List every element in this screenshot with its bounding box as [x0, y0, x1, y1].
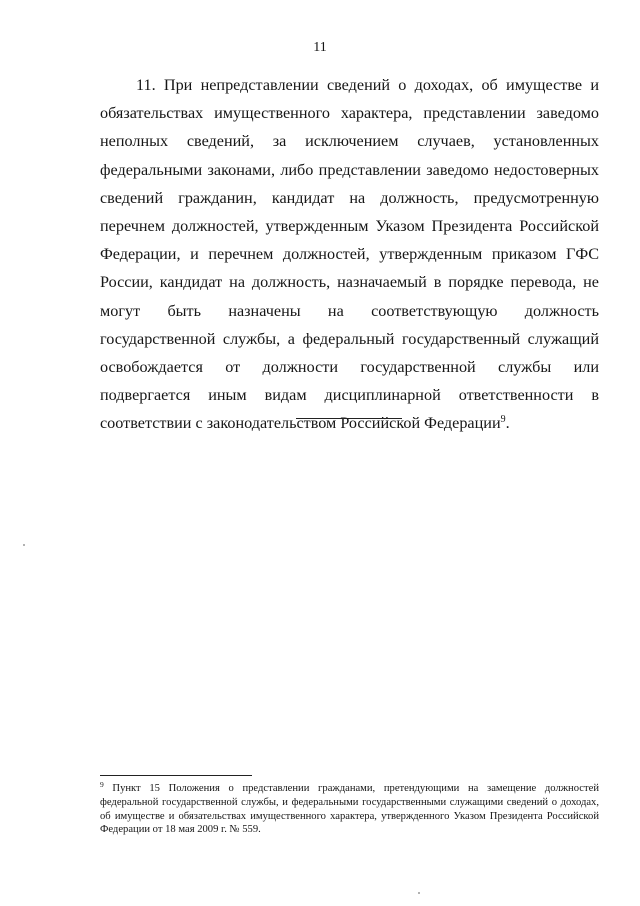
- page-number: 11: [313, 40, 327, 55]
- scan-speck: [418, 892, 420, 894]
- footnote-rule: [100, 775, 252, 776]
- footnote-mark: 9: [100, 780, 104, 789]
- paragraph-11: [100, 71, 599, 438]
- footnote-text: Пункт 15 Положения о представлении гражданами, претендующими на замещение должностей федеральной государственной службы, и федеральными государственными служащими сведений о доходах, об имуществе и обязательствах имущественного характера, утвержденного Указом Президента Российской Федерации от 18 мая 2009 г. № 559.: [100, 783, 599, 836]
- scan-speck: [23, 544, 25, 546]
- footnote-9: [100, 782, 599, 837]
- paragraph-text: 11. При непредставлении сведений о доходах, об имуществе и обязательствах имущественного характера, представлении заведомо неполных сведений, за исключением случаев, установленных федеральными законами, либо представлении заведомо недостоверных сведений гражданин, кандидат на должность, предусмотренную перечнем должностей, утвержденным Указом Президента Российской Федерации, и перечнем должностей, утвержденным приказом ГФС России, кандидат на должность, назначаемый в порядке перевода, не могут быть назначены на соответствующую должность государственной службы, а федеральный государственный служащий освобождается от должности государственной службы или подвергается иным видам дисциплинарной ответственности в соответствии с законодательством Российской Федерации: [100, 76, 599, 433]
- footnote-reference[interactable]: 9: [500, 414, 506, 426]
- section-separator-line: [296, 418, 402, 419]
- paragraph-end-punctuation: .: [505, 414, 510, 433]
